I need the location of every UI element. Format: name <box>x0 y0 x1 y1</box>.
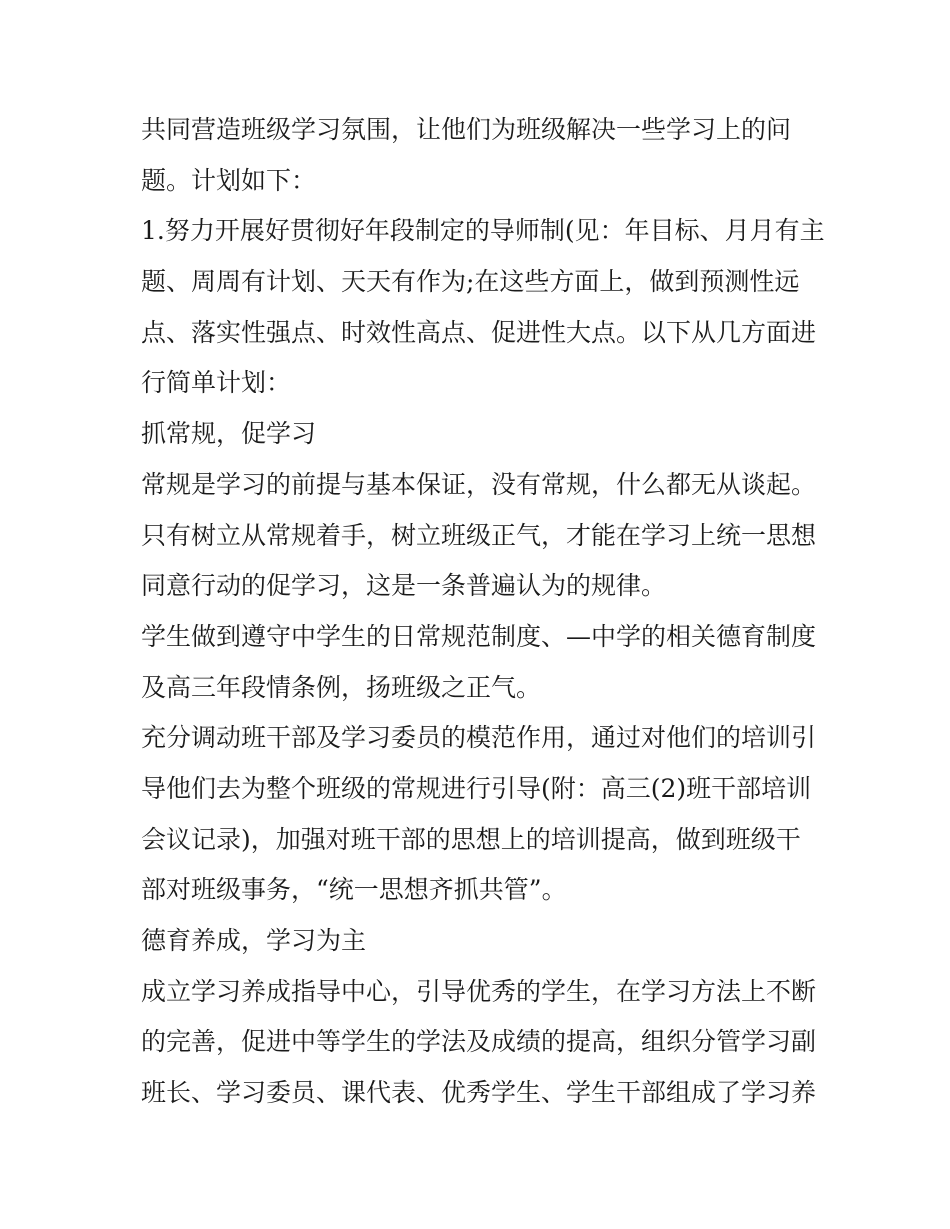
text-line: 班长、学习委员、课代表、优秀学生、学生干部组成了学习养 <box>141 1078 817 1108</box>
section-heading: 德育养成，学习为主 <box>141 926 367 955</box>
text-line: 点、落实性强点、时效性高点、促进性大点。以下从几方面进 <box>141 317 817 347</box>
text-line: 充分调动班干部及学习委员的模范作用，通过对他们的培训引 <box>141 723 817 753</box>
text-line: 部对班级事务，“统一思想齐抓共管”。 <box>141 875 567 905</box>
text-line: 学生做到遵守中学生的日常规范制度、—中学的相关德育制度 <box>141 621 817 651</box>
document-body <box>141 105 831 1119</box>
text-line: 及高三年段情条例，扬班级之正气。 <box>141 672 542 702</box>
text-line: 题。计划如下： <box>141 165 317 195</box>
text-line: 同意行动的促学习，这是一条普遍认为的规律。 <box>141 571 667 601</box>
text-line: 题、周周有计划、天天有作为;在这些方面上，做到预测性远 <box>141 267 800 297</box>
text-line: 导他们去为整个班级的常规进行引导(附：高三(2)班干部培训 <box>141 773 812 803</box>
text-line: 共同营造班级学习氛围，让他们为班级解决一些学习上的问 <box>141 115 792 144</box>
text-line: 的完善，促进中等学生的学法及成绩的提高，组织分管学习副 <box>141 1027 817 1057</box>
text-line: 行简单计划： <box>141 368 292 398</box>
text-line: 成立学习养成指导中心，引导优秀的学生，在学习方法上不断 <box>141 976 817 1006</box>
text-line: 只有树立从常规着手，树立班级正气，才能在学习上统一思想 <box>141 520 817 550</box>
text-line: 1.努力开展好贯彻好年段制定的导师制(见：年目标、月月有主 <box>141 216 825 246</box>
text-line: 常规是学习的前提与基本保证，没有常规，什么都无从谈起。 <box>141 469 817 499</box>
section-heading: 抓常规，促学习 <box>141 419 317 449</box>
text-line: 会议记录)，加强对班干部的思想上的培训提高，做到班级干 <box>141 824 801 854</box>
